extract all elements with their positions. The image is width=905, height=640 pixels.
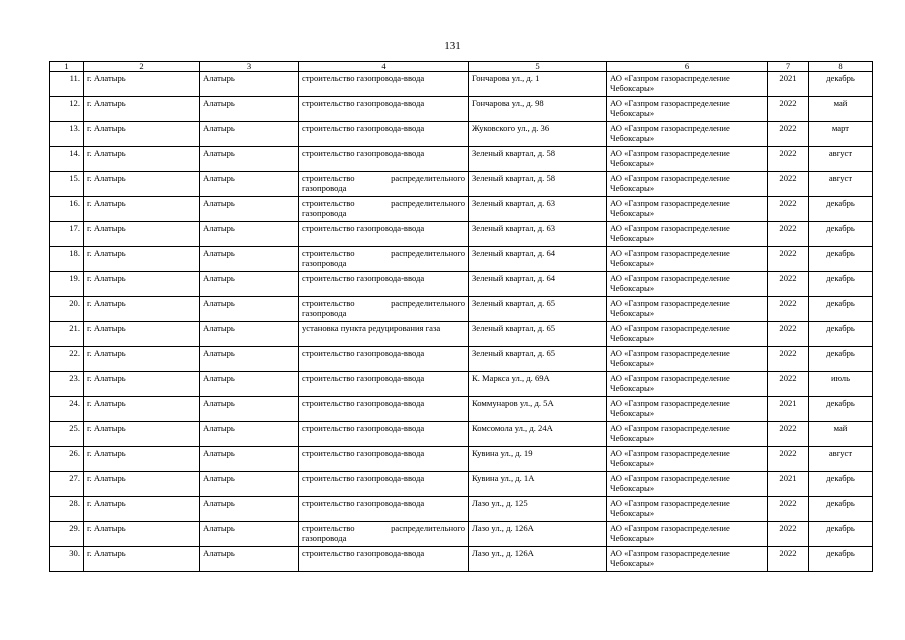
work-type-cell: строительство газопровода-ввода: [299, 447, 469, 472]
organization-cell: АО «Газпром газораспределение Чебоксары»: [607, 172, 768, 197]
municipality-cell: Алатырь: [200, 222, 299, 247]
year-cell: 2022: [768, 347, 809, 372]
locality-cell: г. Алатырь: [84, 72, 200, 97]
table-row: [50, 197, 873, 222]
organization-cell: АО «Газпром газораспределение Чебоксары»: [607, 372, 768, 397]
organization-cell: АО «Газпром газораспределение Чебоксары»: [607, 222, 768, 247]
month-cell: август: [809, 447, 873, 472]
organization-cell: АО «Газпром газораспределение Чебоксары»: [607, 497, 768, 522]
municipality-cell: Алатырь: [200, 197, 299, 222]
work-type-cell: строительство газопровода-ввода: [299, 422, 469, 447]
table-row: [50, 222, 873, 247]
row-number-cell: 26.: [50, 447, 84, 472]
organization-cell: АО «Газпром газораспределение Чебоксары»: [607, 447, 768, 472]
work-type-cell: строительство распределительного газопровода: [299, 197, 469, 222]
work-type-cell: установка пункта редуцирования газа: [299, 322, 469, 347]
month-cell: май: [809, 97, 873, 122]
address-cell: Зеленый квартал, д. 63: [469, 197, 607, 222]
locality-cell: г. Алатырь: [84, 222, 200, 247]
row-number-cell: 13.: [50, 122, 84, 147]
row-number-cell: 28.: [50, 497, 84, 522]
table-row: [50, 122, 873, 147]
month-cell: март: [809, 122, 873, 147]
locality-cell: г. Алатырь: [84, 472, 200, 497]
organization-cell: АО «Газпром газораспределение Чебоксары»: [607, 97, 768, 122]
work-type-cell: строительство распределительного газопровода: [299, 172, 469, 197]
municipality-cell: Алатырь: [200, 297, 299, 322]
year-cell: 2022: [768, 122, 809, 147]
year-cell: 2022: [768, 522, 809, 547]
municipality-cell: Алатырь: [200, 97, 299, 122]
year-cell: 2022: [768, 422, 809, 447]
organization-cell: АО «Газпром газораспределение Чебоксары»: [607, 72, 768, 97]
work-type-cell: строительство газопровода-ввода: [299, 222, 469, 247]
municipality-cell: Алатырь: [200, 247, 299, 272]
year-cell: 2022: [768, 247, 809, 272]
table-row: [50, 547, 873, 572]
work-type-cell: строительство газопровода-ввода: [299, 97, 469, 122]
address-cell: Комсомола ул., д. 24А: [469, 422, 607, 447]
work-type-cell: строительство распределительного газопровода: [299, 297, 469, 322]
organization-cell: АО «Газпром газораспределение Чебоксары»: [607, 247, 768, 272]
row-number-cell: 11.: [50, 72, 84, 97]
month-cell: декабрь: [809, 272, 873, 297]
locality-cell: г. Алатырь: [84, 272, 200, 297]
row-number-cell: 23.: [50, 372, 84, 397]
address-cell: Жуковского ул., д. 36: [469, 122, 607, 147]
row-number-cell: 22.: [50, 347, 84, 372]
municipality-cell: Алатырь: [200, 447, 299, 472]
organization-cell: АО «Газпром газораспределение Чебоксары»: [607, 422, 768, 447]
gas-pipeline-table: [49, 61, 873, 572]
municipality-cell: Алатырь: [200, 397, 299, 422]
organization-cell: АО «Газпром газораспределение Чебоксары»: [607, 322, 768, 347]
row-number-cell: 15.: [50, 172, 84, 197]
municipality-cell: Алатырь: [200, 122, 299, 147]
organization-cell: АО «Газпром газораспределение Чебоксары»: [607, 522, 768, 547]
address-cell: Зеленый квартал, д. 65: [469, 322, 607, 347]
table-row: [50, 472, 873, 497]
work-type-cell: строительство распределительного газопровода: [299, 247, 469, 272]
municipality-cell: Алатырь: [200, 347, 299, 372]
table-header-row: [50, 62, 873, 72]
organization-cell: АО «Газпром газораспределение Чебоксары»: [607, 197, 768, 222]
work-type-cell: строительство газопровода-ввода: [299, 347, 469, 372]
address-cell: Зеленый квартал, д. 63: [469, 222, 607, 247]
row-number-cell: 27.: [50, 472, 84, 497]
row-number-cell: 19.: [50, 272, 84, 297]
address-cell: Зеленый квартал, д. 64: [469, 272, 607, 297]
locality-cell: г. Алатырь: [84, 197, 200, 222]
organization-cell: АО «Газпром газораспределение Чебоксары»: [607, 472, 768, 497]
month-cell: декабрь: [809, 247, 873, 272]
address-cell: Кувина ул., д. 1А: [469, 472, 607, 497]
address-cell: Зеленый квартал, д. 58: [469, 172, 607, 197]
address-cell: Зеленый квартал, д. 64: [469, 247, 607, 272]
work-type-cell: строительство газопровода-ввода: [299, 272, 469, 297]
work-type-cell: строительство газопровода-ввода: [299, 547, 469, 572]
month-cell: декабрь: [809, 397, 873, 422]
locality-cell: г. Алатырь: [84, 122, 200, 147]
municipality-cell: Алатырь: [200, 147, 299, 172]
organization-cell: АО «Газпром газораспределение Чебоксары»: [607, 547, 768, 572]
address-cell: Коммунаров ул., д. 5А: [469, 397, 607, 422]
organization-cell: АО «Газпром газораспределение Чебоксары»: [607, 397, 768, 422]
table-row: [50, 97, 873, 122]
table-row: [50, 172, 873, 197]
year-cell: 2022: [768, 272, 809, 297]
year-cell: 2021: [768, 72, 809, 97]
work-type-cell: строительство газопровода-ввода: [299, 122, 469, 147]
row-number-cell: 24.: [50, 397, 84, 422]
year-cell: 2022: [768, 547, 809, 572]
row-number-cell: 14.: [50, 147, 84, 172]
locality-cell: г. Алатырь: [84, 397, 200, 422]
municipality-cell: Алатырь: [200, 322, 299, 347]
year-cell: 2022: [768, 297, 809, 322]
table-row: [50, 522, 873, 547]
table-row: [50, 447, 873, 472]
month-cell: декабрь: [809, 497, 873, 522]
year-cell: 2022: [768, 497, 809, 522]
month-cell: август: [809, 147, 873, 172]
locality-cell: г. Алатырь: [84, 322, 200, 347]
municipality-cell: Алатырь: [200, 72, 299, 97]
locality-cell: г. Алатырь: [84, 297, 200, 322]
month-cell: декабрь: [809, 472, 873, 497]
row-number-cell: 12.: [50, 97, 84, 122]
column-header: 4: [299, 62, 469, 72]
work-type-cell: строительство распределительного газопровода: [299, 522, 469, 547]
table-row: [50, 322, 873, 347]
locality-cell: г. Алатырь: [84, 372, 200, 397]
municipality-cell: Алатырь: [200, 472, 299, 497]
year-cell: 2022: [768, 322, 809, 347]
year-cell: 2022: [768, 147, 809, 172]
month-cell: декабрь: [809, 547, 873, 572]
column-header: 7: [768, 62, 809, 72]
page-number: 131: [444, 40, 461, 52]
locality-cell: г. Алатырь: [84, 347, 200, 372]
address-cell: Лазо ул., д. 126А: [469, 547, 607, 572]
work-type-cell: строительство газопровода-ввода: [299, 472, 469, 497]
year-cell: 2021: [768, 397, 809, 422]
column-header: 6: [607, 62, 768, 72]
address-cell: Лазо ул., д. 125: [469, 497, 607, 522]
year-cell: 2022: [768, 197, 809, 222]
table-body: [50, 72, 873, 572]
column-header: 8: [809, 62, 873, 72]
column-header: 2: [84, 62, 200, 72]
month-cell: декабрь: [809, 72, 873, 97]
organization-cell: АО «Газпром газораспределение Чебоксары»: [607, 147, 768, 172]
month-cell: декабрь: [809, 297, 873, 322]
month-cell: май: [809, 422, 873, 447]
address-cell: Зеленый квартал, д. 65: [469, 347, 607, 372]
month-cell: декабрь: [809, 347, 873, 372]
address-cell: К. Маркса ул., д. 69А: [469, 372, 607, 397]
column-header: 3: [200, 62, 299, 72]
address-cell: Зеленый квартал, д. 58: [469, 147, 607, 172]
organization-cell: АО «Газпром газораспределение Чебоксары»: [607, 347, 768, 372]
municipality-cell: Алатырь: [200, 372, 299, 397]
locality-cell: г. Алатырь: [84, 547, 200, 572]
organization-cell: АО «Газпром газораспределение Чебоксары»: [607, 122, 768, 147]
year-cell: 2022: [768, 222, 809, 247]
locality-cell: г. Алатырь: [84, 422, 200, 447]
work-type-cell: строительство газопровода-ввода: [299, 147, 469, 172]
month-cell: август: [809, 172, 873, 197]
table-row: [50, 72, 873, 97]
table-row: [50, 372, 873, 397]
work-type-cell: строительство газопровода-ввода: [299, 497, 469, 522]
row-number-cell: 21.: [50, 322, 84, 347]
municipality-cell: Алатырь: [200, 547, 299, 572]
work-type-cell: строительство газопровода-ввода: [299, 72, 469, 97]
table-row: [50, 397, 873, 422]
month-cell: декабрь: [809, 222, 873, 247]
row-number-cell: 17.: [50, 222, 84, 247]
month-cell: декабрь: [809, 522, 873, 547]
month-cell: декабрь: [809, 322, 873, 347]
table-row: [50, 247, 873, 272]
month-cell: декабрь: [809, 197, 873, 222]
municipality-cell: Алатырь: [200, 172, 299, 197]
organization-cell: АО «Газпром газораспределение Чебоксары»: [607, 272, 768, 297]
row-number-cell: 25.: [50, 422, 84, 447]
row-number-cell: 20.: [50, 297, 84, 322]
municipality-cell: Алатырь: [200, 522, 299, 547]
address-cell: Гончарова ул., д. 1: [469, 72, 607, 97]
organization-cell: АО «Газпром газораспределение Чебоксары»: [607, 297, 768, 322]
work-type-cell: строительство газопровода-ввода: [299, 397, 469, 422]
municipality-cell: Алатырь: [200, 422, 299, 447]
table-row: [50, 497, 873, 522]
table-row: [50, 147, 873, 172]
locality-cell: г. Алатырь: [84, 497, 200, 522]
row-number-cell: 18.: [50, 247, 84, 272]
locality-cell: г. Алатырь: [84, 447, 200, 472]
table-row: [50, 347, 873, 372]
year-cell: 2022: [768, 372, 809, 397]
table-row: [50, 422, 873, 447]
year-cell: 2022: [768, 447, 809, 472]
municipality-cell: Алатырь: [200, 272, 299, 297]
row-number-cell: 16.: [50, 197, 84, 222]
month-cell: июль: [809, 372, 873, 397]
table-row: [50, 297, 873, 322]
address-cell: Кувина ул., д. 19: [469, 447, 607, 472]
work-type-cell: строительство газопровода-ввода: [299, 372, 469, 397]
row-number-cell: 29.: [50, 522, 84, 547]
municipality-cell: Алатырь: [200, 497, 299, 522]
locality-cell: г. Алатырь: [84, 97, 200, 122]
address-cell: Лазо ул., д. 126А: [469, 522, 607, 547]
column-header: 5: [469, 62, 607, 72]
address-cell: Гончарова ул., д. 98: [469, 97, 607, 122]
locality-cell: г. Алатырь: [84, 147, 200, 172]
address-cell: Зеленый квартал, д. 65: [469, 297, 607, 322]
locality-cell: г. Алатырь: [84, 247, 200, 272]
table-row: [50, 272, 873, 297]
year-cell: 2022: [768, 97, 809, 122]
year-cell: 2022: [768, 172, 809, 197]
year-cell: 2021: [768, 472, 809, 497]
row-number-cell: 30.: [50, 547, 84, 572]
locality-cell: г. Алатырь: [84, 172, 200, 197]
locality-cell: г. Алатырь: [84, 522, 200, 547]
column-header: 1: [50, 62, 84, 72]
